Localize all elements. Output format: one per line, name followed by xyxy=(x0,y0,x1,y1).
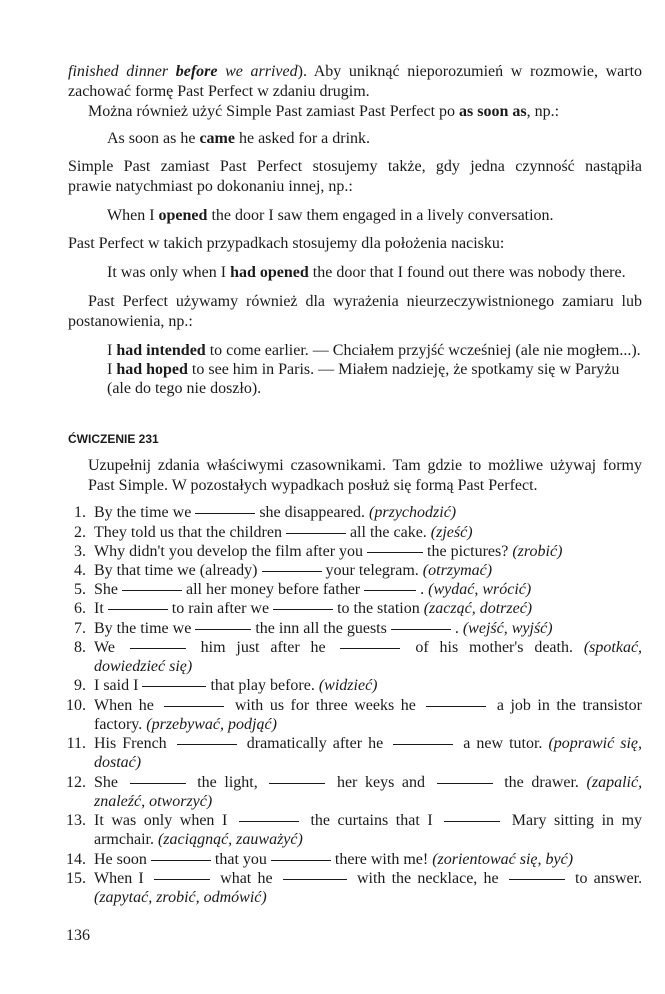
item-number: 12. xyxy=(66,774,86,791)
answer-blank[interactable] xyxy=(195,512,255,514)
item-number: 1. xyxy=(74,504,86,521)
answer-blank[interactable] xyxy=(177,743,237,745)
exercise-item-7: By the time we the inn all the guests . (wejść, wyjść) xyxy=(94,620,553,637)
answer-blank[interactable] xyxy=(340,647,400,649)
page-number: 136 xyxy=(66,927,90,944)
exercise-item-12-hint: znaleźć, otworzyć) xyxy=(94,793,213,810)
exercise-item-5: She all her money before father . (wydać, wrócić) xyxy=(94,581,532,598)
answer-blank[interactable] xyxy=(122,589,182,591)
answer-blank[interactable] xyxy=(142,685,206,687)
example-3: It was only when I had opened the door that I found out there was nobody there. xyxy=(107,264,626,281)
example-4: I had intended to come earlier. — Chciałem przyjść wcześniej (ale nie mogłem...). xyxy=(107,342,641,359)
example-5-cont: (ale do tego nie doszło). xyxy=(107,380,262,397)
item-number: 9. xyxy=(74,677,86,694)
exercise-item-4: By that time we (already) your telegram. (otrzymać) xyxy=(94,562,493,579)
exercise-item-1: By the time we she disappeared. (przychodzić) xyxy=(94,504,457,521)
exercise-item-2: They told us that the children all the cake. (zjeść) xyxy=(94,524,473,541)
exercise-item-12: She the light, her keys and the drawer. (zapalić, xyxy=(94,774,643,791)
item-number: 15. xyxy=(66,870,86,887)
item-number: 4. xyxy=(74,562,86,579)
answer-blank[interactable] xyxy=(164,705,224,707)
exercise-item-11-hint: dostać) xyxy=(94,754,142,771)
item-number: 6. xyxy=(74,600,86,617)
item-number: 2. xyxy=(74,524,86,541)
exercise-title: ĆWICZENIE 231 xyxy=(68,432,159,446)
intro-line-5: prawie natychmiast po dokonaniu innej, np.: xyxy=(68,178,353,195)
exercise-item-6: It to rain after we to the station (zacząć, dotrzeć) xyxy=(94,600,533,617)
answer-blank[interactable] xyxy=(393,743,453,745)
answer-blank[interactable] xyxy=(437,782,493,784)
intro-line-7: Past Perfect używamy również dla wyrażenia nieurzeczywistnionego zamiaru lub xyxy=(88,293,642,310)
exercise-item-15: When I what he with the necklace, he to answer. xyxy=(94,870,643,887)
answer-blank[interactable] xyxy=(509,878,565,880)
exercise-item-14: He soon that you there with me! (zorientować się, być) xyxy=(94,851,574,868)
answer-blank[interactable] xyxy=(130,647,186,649)
exercise-item-13-cont: armchair. (zaciągnąć, zauważyć) xyxy=(94,831,303,848)
example-1: As soon as he came he asked for a drink. xyxy=(107,130,371,147)
exercise-instruction-2: Past Simple. W pozostałych wypadkach posłuż się formą Past Perfect. xyxy=(88,477,538,494)
exercise-item-10: When he with us for three weeks he a job in the transistor xyxy=(94,697,643,714)
exercise-item-8-hint: dowiedzieć się) xyxy=(94,658,193,675)
answer-blank[interactable] xyxy=(239,820,299,822)
answer-blank[interactable] xyxy=(426,705,486,707)
exercise-item-10-cont: factory. (przebywać, podjąć) xyxy=(94,716,277,733)
item-number: 8. xyxy=(74,639,86,656)
answer-blank[interactable] xyxy=(262,570,322,572)
exercise-item-13: It was only when I the curtains that I Mary sitting in my xyxy=(94,812,643,829)
item-number: 5. xyxy=(74,581,86,598)
answer-blank[interactable] xyxy=(286,532,346,534)
answer-blank[interactable] xyxy=(273,608,333,610)
answer-blank[interactable] xyxy=(130,782,186,784)
answer-blank[interactable] xyxy=(269,782,325,784)
answer-blank[interactable] xyxy=(154,878,210,880)
intro-line-2: zachować formę Past Perfect w zdaniu drugim. xyxy=(68,83,370,100)
intro-line-4: Simple Past zamiast Past Perfect stosujemy także, gdy jedna czynność nastąpiła xyxy=(68,158,642,175)
exercise-item-9: I said I that play before. (widzieć) xyxy=(94,677,378,694)
answer-blank[interactable] xyxy=(195,628,251,630)
answer-blank[interactable] xyxy=(108,608,168,610)
answer-blank[interactable] xyxy=(444,820,500,822)
intro-line-1: finished dinner before we arrived). Aby uniknąć nieporozumień w rozmowie, warto xyxy=(68,63,643,80)
item-number: 7. xyxy=(74,620,86,637)
intro-line-6: Past Perfect w takich przypadkach stosujemy dla położenia nacisku: xyxy=(68,235,505,252)
item-number: 11. xyxy=(66,735,86,752)
exercise-item-15-hint: (zapytać, zrobić, odmówić) xyxy=(94,889,267,906)
answer-blank[interactable] xyxy=(283,878,347,880)
example-2: When I opened the door I saw them engaged in a lively conversation. xyxy=(107,207,554,224)
item-number: 10. xyxy=(66,697,86,714)
exercise-item-3: Why didn't you develop the film after you the pictures? (zrobić) xyxy=(94,543,563,560)
example-5: I had hoped to see him in Paris. — Miałem nadzieję, że spotkamy się w Paryżu xyxy=(107,361,620,378)
answer-blank[interactable] xyxy=(271,859,331,861)
answer-blank[interactable] xyxy=(391,628,451,630)
exercise-item-11: His French dramatically after he a new tutor. (poprawić się, xyxy=(94,735,643,752)
answer-blank[interactable] xyxy=(367,551,423,553)
answer-blank[interactable] xyxy=(151,859,211,861)
item-number: 3. xyxy=(74,543,86,560)
item-number: 13. xyxy=(66,812,86,829)
intro-line-8: postanowienia, np.: xyxy=(68,313,193,330)
exercise-instruction-1: Uzupełnij zdania właściwymi czasownikami. Tam gdzie to możliwe używaj formy xyxy=(88,457,642,474)
answer-blank[interactable] xyxy=(364,589,416,591)
exercise-item-8: We him just after he of his mother's death. (spotkać, xyxy=(94,639,643,656)
intro-line-3: Można również użyć Simple Past zamiast Past Perfect po as soon as, np.: xyxy=(88,103,560,120)
item-number: 14. xyxy=(66,851,86,868)
